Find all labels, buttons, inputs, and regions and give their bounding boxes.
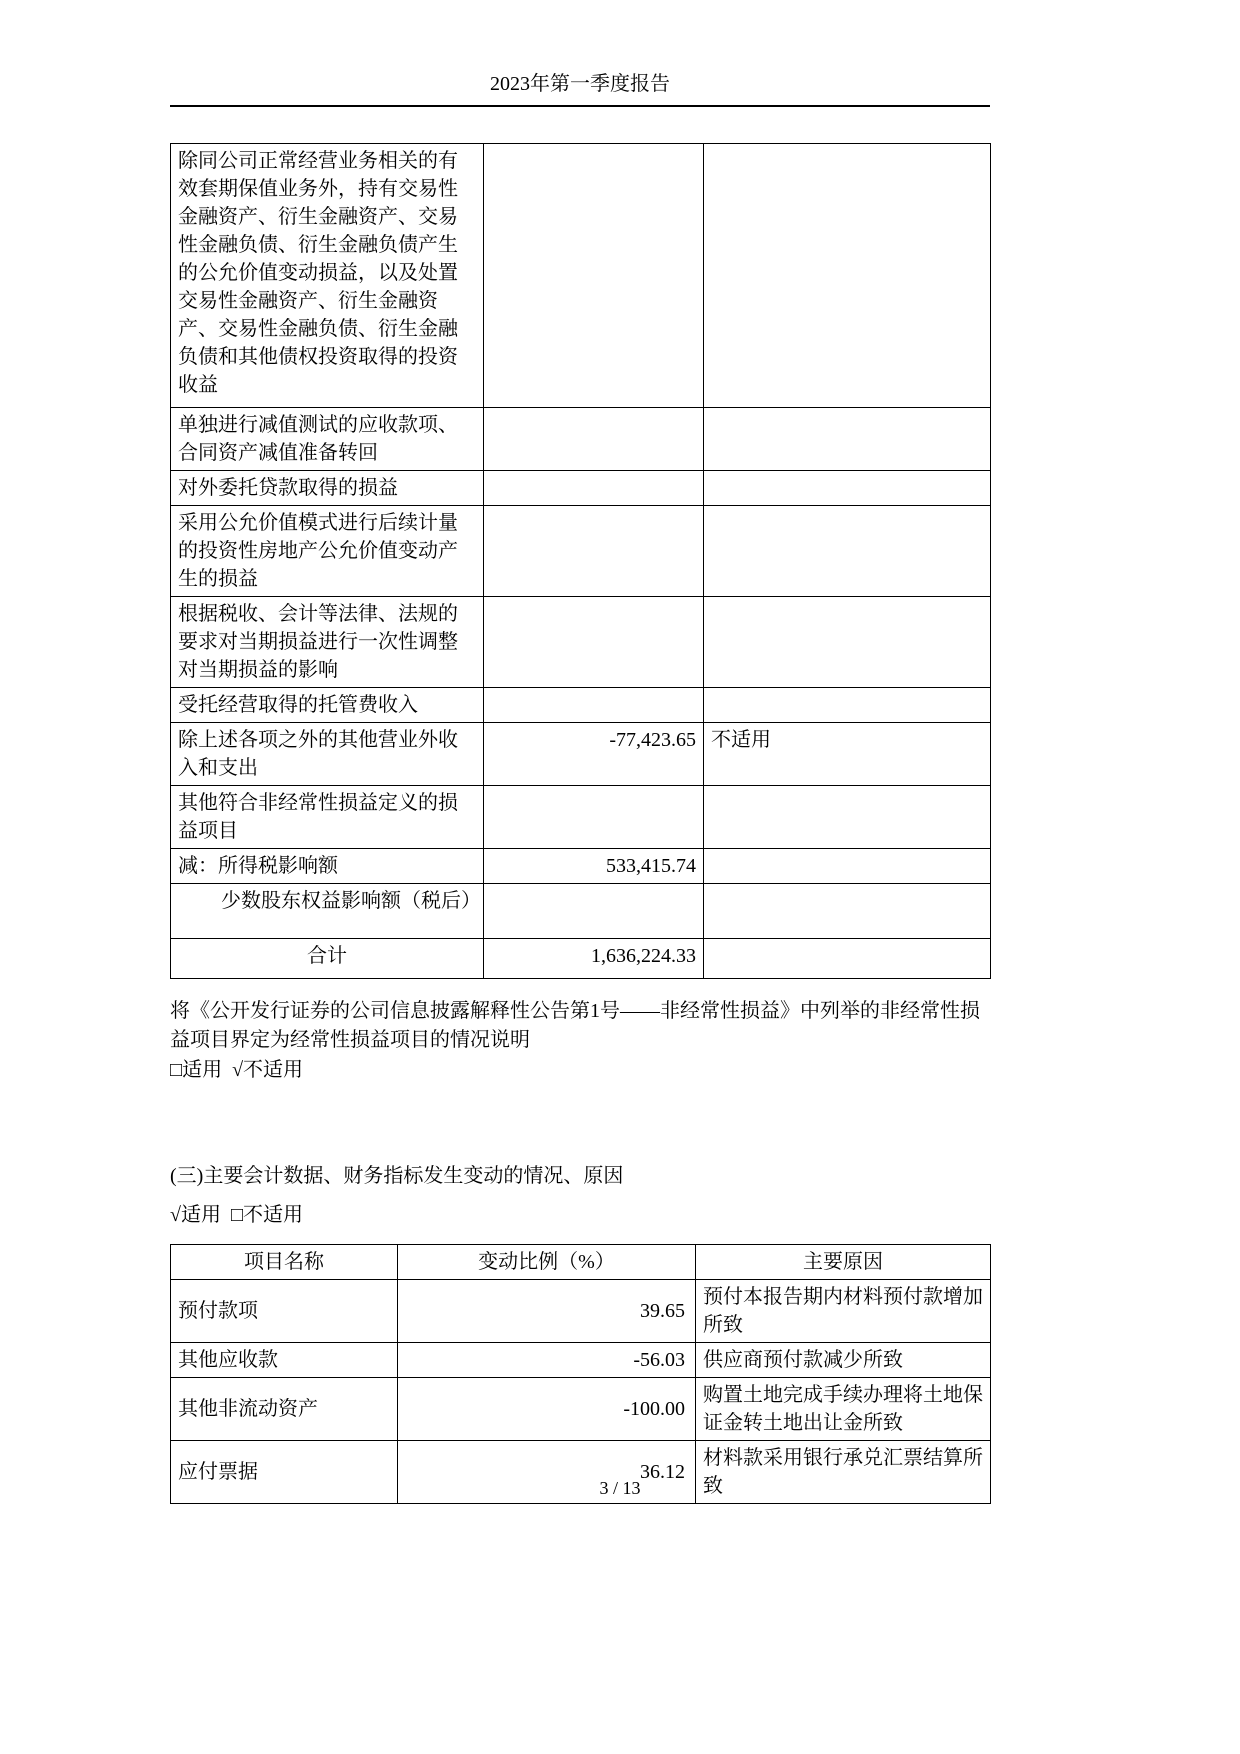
column-header-main-reason: 主要原因 [696, 1245, 991, 1280]
item-cell: 采用公允价值模式进行后续计量的投资性房地产公允价值变动产生的损益 [171, 506, 484, 597]
item-cell: 其他符合非经常性损益定义的损益项目 [171, 786, 484, 849]
table-row [171, 1378, 991, 1441]
explanation-applicability: □适用 √不适用 [170, 1059, 304, 1081]
item-cell: 除上述各项之外的其他营业外收入和支出 [171, 723, 484, 786]
table-row [171, 597, 991, 688]
explanation-text: 将《公开发行证券的公司信息披露解释性公告第1号——非经常性损益》中列举的非经常性损益项目界定为经常性损益项目的情况说明 [170, 1000, 980, 1051]
note-cell [704, 506, 991, 597]
note-cell [704, 849, 991, 884]
table-row [171, 408, 991, 471]
change-ratio-cell: -56.03 [398, 1343, 696, 1378]
total-amount-cell: 1,636,224.33 [484, 939, 704, 979]
table-row [171, 723, 991, 786]
item-name-cell: 预付款项 [171, 1280, 398, 1343]
amount-cell [484, 786, 704, 849]
item-name-cell: 应付票据 [171, 1441, 398, 1504]
note-cell [704, 144, 991, 408]
reason-cell: 供应商预付款减少所致 [696, 1343, 991, 1378]
item-name-cell: 其他非流动资产 [171, 1378, 398, 1441]
change-ratio-cell: 39.65 [398, 1280, 696, 1343]
amount-cell: -77,423.65 [484, 723, 704, 786]
table-row [171, 786, 991, 849]
note-cell [704, 471, 991, 506]
amount-cell [484, 884, 704, 939]
reason-cell: 预付本报告期内材料预付款增加所致 [696, 1280, 991, 1343]
reason-cell: 材料款采用银行承兑汇票结算所致 [696, 1441, 991, 1504]
amount-cell [484, 471, 704, 506]
item-cell: 除同公司正常经营业务相关的有效套期保值业务外，持有交易性金融资产、衍生金融资产、交易性金融负债、衍生金融负债产生的公允价值变动损益，以及处置交易性金融资产、衍生金融资产、交易性金融负债、衍生金融负债和其他债权投资取得的投资收益 [171, 144, 484, 408]
note-cell [704, 597, 991, 688]
total-row [171, 939, 991, 979]
page-content [170, 143, 990, 1504]
note-cell [704, 688, 991, 723]
item-cell: 对外委托贷款取得的损益 [171, 471, 484, 506]
page-number: 3 / 13 [599, 1478, 641, 1498]
item-cell: 单独进行减值测试的应收款项、合同资产减值准备转回 [171, 408, 484, 471]
section-applicability: √适用 □不适用 [170, 1204, 304, 1226]
amount-cell [484, 506, 704, 597]
note-cell [704, 939, 991, 979]
change-reasons-table [170, 1244, 991, 1504]
note-cell [704, 884, 991, 939]
table-row [171, 1280, 991, 1343]
header-row [171, 1245, 991, 1280]
change-ratio-cell: -100.00 [398, 1378, 696, 1441]
amount-cell [484, 688, 704, 723]
total-label-cell: 合计 [171, 939, 484, 979]
table-row [171, 688, 991, 723]
note-cell [704, 408, 991, 471]
item-cell: 减：所得税影响额 [171, 849, 484, 884]
amount-cell [484, 408, 704, 471]
column-header-change-ratio: 变动比例（%） [398, 1245, 696, 1280]
report-title: 2023年第一季度报告 [490, 73, 670, 95]
table-row [171, 144, 991, 408]
item-cell: 受托经营取得的托管费收入 [171, 688, 484, 723]
non-recurring-items-table [170, 143, 991, 979]
table-row [171, 506, 991, 597]
amount-cell [484, 144, 704, 408]
table-row [171, 471, 991, 506]
note-cell [704, 786, 991, 849]
section-heading: (三)主要会计数据、财务指标发生变动的情况、原因 [170, 1165, 624, 1187]
note-cell: 不适用 [704, 723, 991, 786]
item-cell: 根据税收、会计等法律、法规的要求对当期损益进行一次性调整对当期损益的影响 [171, 597, 484, 688]
table-row [171, 1343, 991, 1378]
column-header-item-name: 项目名称 [171, 1245, 398, 1280]
change-ratio-cell: 36.12 [398, 1441, 696, 1504]
amount-cell [484, 597, 704, 688]
table-row [171, 849, 991, 884]
reason-cell: 购置土地完成手续办理将土地保证金转土地出让金所致 [696, 1378, 991, 1441]
amount-cell: 533,415.74 [484, 849, 704, 884]
page-header [170, 72, 990, 107]
item-cell: 少数股东权益影响额（税后） [171, 884, 484, 939]
item-name-cell: 其他应收款 [171, 1343, 398, 1378]
table-row [171, 884, 991, 939]
